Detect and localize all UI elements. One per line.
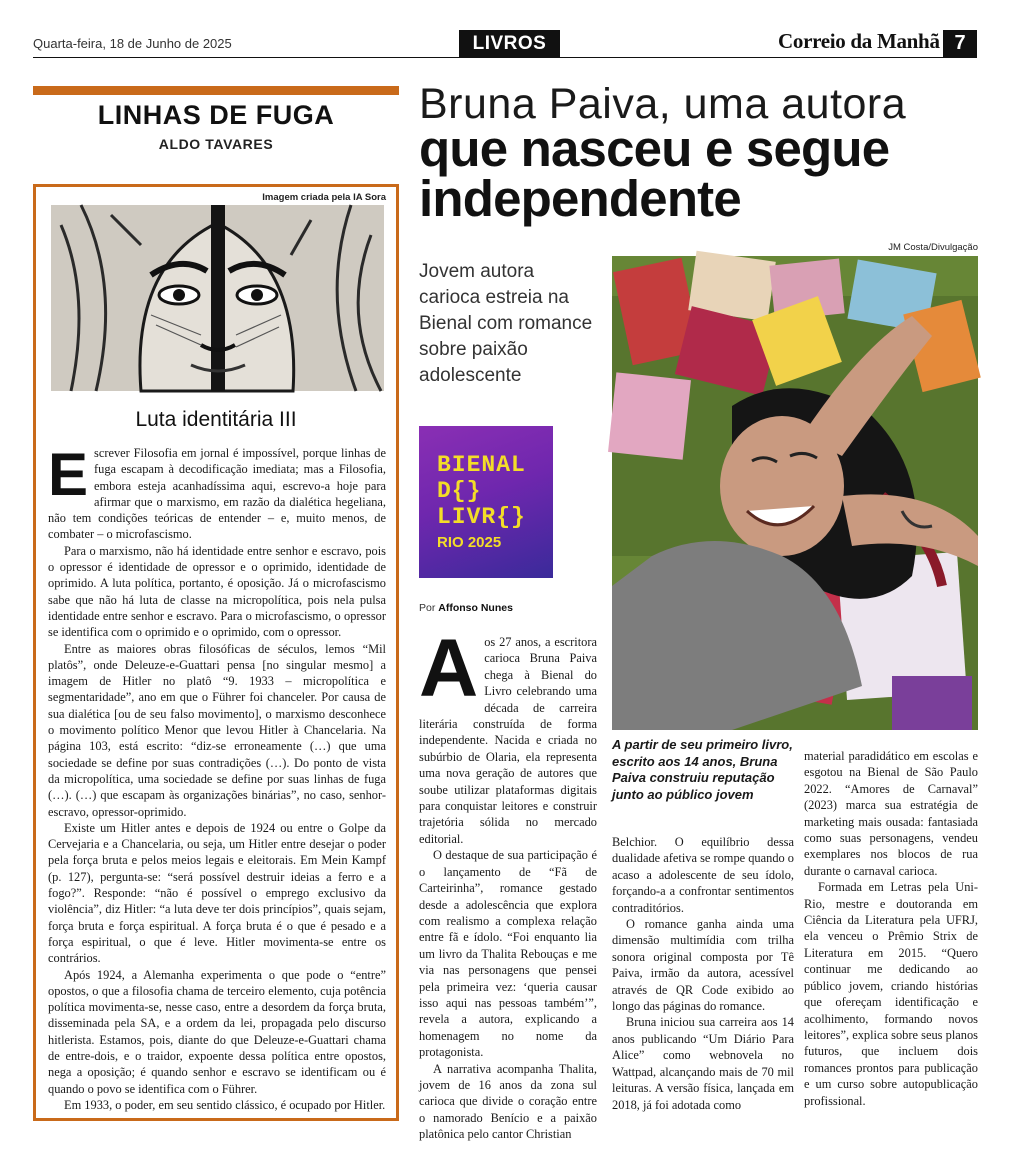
article-paragraph: O destaque de sua participação é o lançamento de “Fã de Carteirinha”, romance gestado desde a adolescência que explora com realismo a complexa relação entre fã e ídolo. “Foi enquanto lia um livro da Thalita Rebouças e me via nas personagens que pensei pela primeira vez: ‘queria causar isso aqui nas pessoas também’”, revela a autora, explicando a homenagem no nome da protagonista. <box>419 848 597 1060</box>
bienal-logo-line: BIENAL <box>437 452 526 478</box>
author-lying-on-books-image <box>612 256 978 730</box>
column-headline: Luta identitária III <box>135 408 297 431</box>
article-headline-main: que nasceu e segue independente <box>419 120 890 227</box>
author-photo <box>612 256 978 730</box>
byline-author: Affonso Nunes <box>438 602 513 614</box>
header-divider <box>33 57 977 58</box>
article-paragraph: Bruna iniciou sua carreira aos 14 anos publicando “Um Diário Para Alice” como webnovela no Wattpad, alcançando mais de 70 mil leituras. A versão física, lançada em 2018, já foi adotada como <box>612 1015 794 1112</box>
column-author: ALDO TAVARES <box>158 136 274 152</box>
image-credit: Imagem criada pela IA Sora <box>262 192 386 203</box>
column-illustration <box>51 205 384 391</box>
column-paragraph: Em 1933, o poder, em seu sentido clássico, é ocupado por Hitler. <box>64 1097 386 1112</box>
article-column-2 <box>612 834 794 1124</box>
article-byline: Por Affonso Nunes <box>419 602 513 614</box>
article-paragraph: A narrativa acompanha Thalita, jovem de 16 anos da zona sul carioca que divide o coração entre o namorado Benício e a paixão platônica pelo cantor Christian <box>419 1061 597 1142</box>
bienal-logo-line: D{} <box>437 478 482 504</box>
column-paragraph: Para o marxismo, não há identidade entre senhor e escravo, pois o opressor é identidade de opressor e o oprimido, identidade de oprimido. A luta política, portanto, é oposição. Já o microfascismo sabe que não há luta de classe na micropolítica, pois nela pulsa identidade entre senhor e escravo. Para o microfascismo, o opressor se identifica com o oprimido e o oprimido, com o opressor. <box>48 543 386 640</box>
article-paragraph: Formada em Letras pela Uni-Rio, mestre e doutoranda em Ciência da Literatura pela UFRJ, ela venceu o Prêmio Strix de Literatura em 2015. “Quero continuar me dedicando ao público jovem, criando histórias que ofereçam identificação e acolhimento, formando novos leitores”, explica sobre seus planos futuros, que incluem dois romances prontos para publicação e um curso sobre autopublicação profissional. <box>804 880 978 1108</box>
bienal-logo <box>419 426 553 578</box>
column-paragraph: Após 1924, a Alemanha experimenta o que pode o “entre” opostos, o que a filosofia chama de terceiro elemento, cuja potência política movimenta-se, nesse caso, entre a desordem da força bruta, disseminada pela SA, e a ordem da lei, propagada pelo discurso hitlerista. Estamos, pois, diante do que Deleuze-e-Guattari chama de entre-dois, e o traidor, expoente dessa política entre opostos, nega a oposição; é quando senhor e escravo se identificam ou é quando o povo se identifica com o Führer. <box>48 967 386 1096</box>
article-paragraph: O romance ganha ainda uma dimensão multimídia com trilha sonora original composta por Tê Paiva, irmão da autora, acessível através de QR Code exibido ao longo das páginas do romance. <box>612 917 794 1014</box>
column-body <box>48 441 386 1117</box>
article-paragraph: Aos 27 anos, a escritora carioca Bruna Paiva chega à Bienal do Livro celebrando uma década de carreira literária construída de forma independente. Nacida e criada no subúrbio de Olaria, ela representa uma nova geração de autores que soube utilizar plataformas digitais para conquistar leitores e construir trajetória sólida no mercado editorial. <box>419 623 597 846</box>
article-paragraph: material paradidático em escolas e esgotou na Bienal de São Paulo 2022. “Amores de Carnaval” (2023) marca sua estratégia de marketing mais ousada: fantasiada como suas personagens, vendeu exemplares nos blocos de rua durante o carnaval carioca. <box>804 749 978 878</box>
bienal-logo-year: RIO 2025 <box>437 534 502 551</box>
header-date: Quarta-feira, 18 de Junho de 2025 <box>33 36 232 51</box>
article-column-3 <box>804 748 978 1124</box>
column-paragraph: Entre as maiores obras filosóficas de séculos, lemos “Mil platôs”, onde Deleuze-e-Guattari pensa [no singular mesmo] a imagem de Hitler no platô “9. 1933 – micropolítica e segmentaridade”, ano em que o Führer foi chanceler. Por causa de sua dialética [ou de seu falso movimento], o marxismo desconhece o movimento político Menor que levou Hitler à Chancelaria. Na página 103, está escrito: “diz-se erroneamente (…) que uma sociedade se define por suas contradições (…). Do ponto de vista da micropolítica, uma sociedade se define por suas linhas de fuga (…). (…) que escapam às organizações binárias”, no caso, senhor-escravo, opressor-oprimido. <box>48 641 386 819</box>
column-paragraph: Existe um Hitler antes e depois de 1924 ou entre o Golpe da Cervejaria e a Chancelaria, ou seja, um Hitler entre desejar o poder pela força bruta e pelos meios legais e eleitorais. Em Mein Kampf (p. 127), pergunta-se: “será possível destruir ideias a ferro e a fogo?”. Responde: “não é possível o emprego exclusivo da violência”, diz Hitler: “a luta deve ter dois princípios”, quais sejam, força bruta e força espiritual. A força bruta é o que é pesado e a força espiritual, o que é leve. Hitler movimenta-se entre os contrários. <box>48 820 386 966</box>
dropcap: A <box>419 623 479 714</box>
column-paragraph: Escrever Filosofia em jornal é impossível, porque linhas de fuga escapam à decodificação imediata; mas a Filosofia, embora esteja acanhadíssima aqui, escrevo-a hoje para afirmar que o marxismo, em razão da dialética hegeliana, não tem condições teóricas de entender – e, muito menos, de combater – o microfascismo. <box>48 441 386 542</box>
dropcap: E <box>48 441 89 508</box>
photo-caption: A partir de seu primeiro livro, escrito aos 14 anos, Bruna Paiva construiu reputação junto ao público jovem <box>612 737 793 802</box>
newspaper-logo: Correio da Manhã <box>778 29 940 53</box>
article-subhead: Jovem autora carioca estreia na Bienal com romance sobre paixão adolescente <box>419 261 593 386</box>
section-label: LIVROS <box>459 30 560 57</box>
face-sketch-image <box>51 205 384 391</box>
article-headline-top: Bruna Paiva, uma autora <box>419 80 907 128</box>
article-paragraph: Belchior. O equilíbrio dessa dualidade afetiva se rompe quando o acaso a adolescente de seu ídolo, forçando-a a confrontar sentimentos contraditórios. <box>612 835 795 915</box>
photo-credit: JM Costa/Divulgação <box>888 242 978 253</box>
bienal-logo-line: LIVR{} <box>437 504 526 530</box>
column-accent-bar <box>33 86 399 95</box>
column-title: LINHAS DE FUGA <box>97 100 335 130</box>
article-column-1 <box>419 623 597 1142</box>
page-number: 7 <box>943 30 977 57</box>
